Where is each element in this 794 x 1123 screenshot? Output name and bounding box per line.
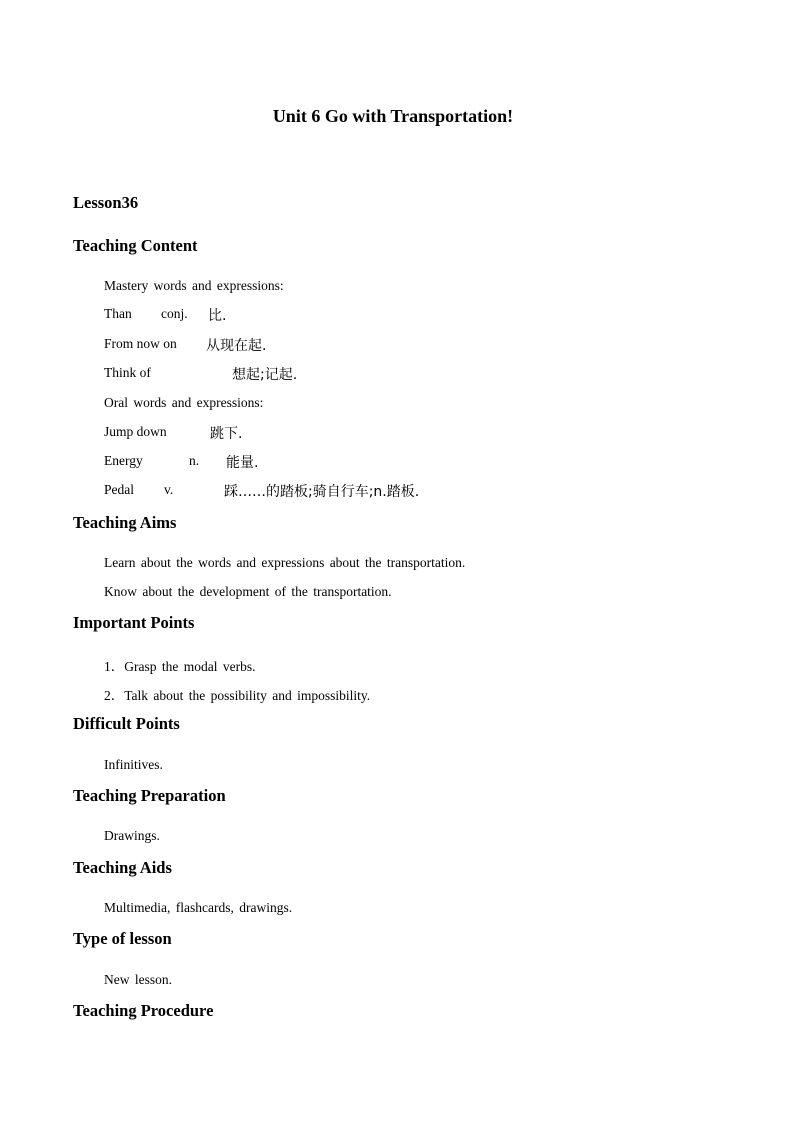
vocab-meaning: 从现在起. [206, 338, 267, 354]
vocab-word: Think of [104, 365, 151, 380]
vocab-word: Jump down [104, 424, 167, 439]
point-line: 1．Grasp the modal verbs. [104, 659, 256, 674]
heading-teaching-aims: Teaching Aims [73, 513, 177, 532]
lesson-number: Lesson36 [73, 193, 139, 212]
type-line: New lesson. [104, 972, 172, 987]
heading-teaching-aids: Teaching Aids [73, 858, 172, 877]
vocab-meaning: 能量. [226, 455, 259, 471]
heading-type-of-lesson: Type of lesson [73, 929, 172, 948]
mastery-label: Mastery words and expressions: [104, 278, 284, 293]
aids-line: Multimedia, flashcards, drawings. [104, 900, 293, 915]
vocab-word: Energy [104, 453, 143, 468]
vocab-word: Than [104, 306, 132, 321]
vocab-pos: n. [189, 453, 200, 468]
heading-teaching-procedure: Teaching Procedure [73, 1001, 214, 1020]
heading-teaching-preparation: Teaching Preparation [73, 786, 226, 805]
vocab-pos: conj. [161, 306, 188, 321]
aim-line: Learn about the words and expressions about the transportation. [104, 555, 466, 570]
page-title: Unit 6 Go with Transportation! [272, 106, 514, 126]
difficult-line: Infinitives. [104, 757, 163, 772]
aim-line: Know about the development of the transportation. [104, 584, 392, 599]
vocab-pos: v. [164, 482, 174, 497]
vocab-meaning: 比. [208, 308, 227, 324]
vocab-meaning: 跳下. [210, 426, 243, 442]
oral-label: Oral words and expressions: [104, 395, 264, 410]
vocab-meaning: 想起;记起. [232, 367, 298, 383]
heading-difficult-points: Difficult Points [73, 714, 180, 733]
vocab-word: From now on [104, 336, 177, 351]
heading-teaching-content: Teaching Content [73, 236, 198, 255]
point-line: 2．Talk about the possibility and impossibility. [104, 688, 371, 703]
vocab-word: Pedal [104, 482, 134, 497]
preparation-line: Drawings. [104, 828, 160, 843]
heading-important-points: Important Points [73, 613, 195, 632]
vocab-meaning: 踩……的踏板;骑自行车;n.踏板. [224, 484, 420, 500]
